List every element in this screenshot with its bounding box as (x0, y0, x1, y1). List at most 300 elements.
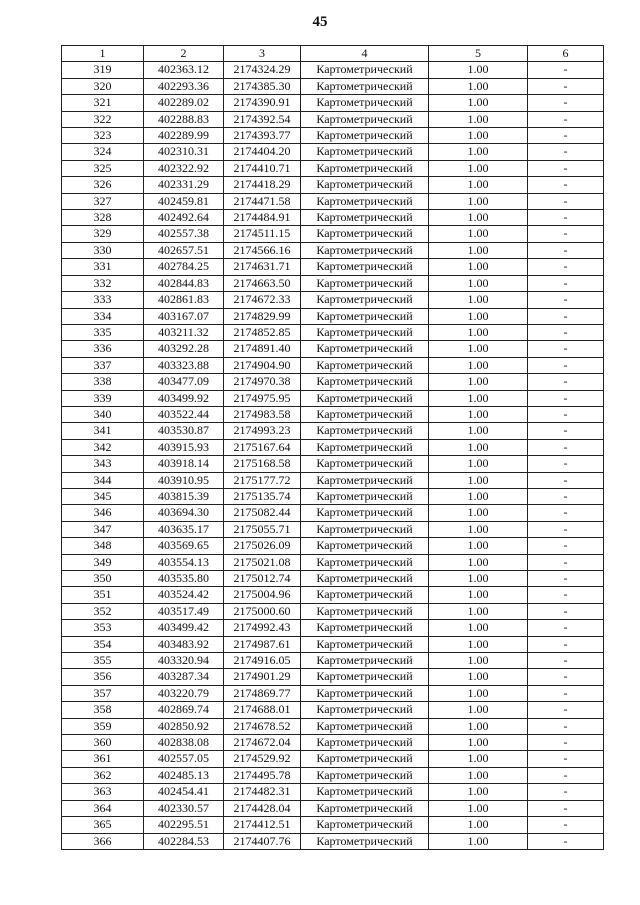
table-row (62, 472, 604, 488)
method-cell: Картометрический (301, 718, 429, 734)
point-number-cell: 358 (62, 702, 144, 718)
accuracy-cell: 1.00 (429, 390, 528, 406)
method-cell: Картометрический (301, 160, 429, 176)
method-cell: Картометрический (301, 620, 429, 636)
table-row (62, 817, 604, 833)
accuracy-cell: 1.00 (429, 817, 528, 833)
column-header: 2 (144, 46, 224, 62)
note-cell: - (528, 111, 604, 127)
x-coordinate-cell: 402288.83 (144, 111, 224, 127)
table-row (62, 78, 604, 94)
x-coordinate-cell: 402557.05 (144, 751, 224, 767)
accuracy-cell: 1.00 (429, 702, 528, 718)
point-number-cell: 359 (62, 718, 144, 734)
y-coordinate-cell: 2174901.29 (224, 669, 301, 685)
note-cell: - (528, 439, 604, 455)
x-coordinate-cell: 403815.39 (144, 488, 224, 504)
x-coordinate-cell: 403323.88 (144, 357, 224, 373)
point-number-cell: 345 (62, 488, 144, 504)
y-coordinate-cell: 2175012.74 (224, 571, 301, 587)
y-coordinate-cell: 2175135.74 (224, 488, 301, 504)
y-coordinate-cell: 2174385.30 (224, 78, 301, 94)
y-coordinate-cell: 2174904.90 (224, 357, 301, 373)
accuracy-cell: 1.00 (429, 784, 528, 800)
method-cell: Картометрический (301, 357, 429, 373)
x-coordinate-cell: 403477.09 (144, 374, 224, 390)
accuracy-cell: 1.00 (429, 456, 528, 472)
y-coordinate-cell: 2174392.54 (224, 111, 301, 127)
accuracy-cell: 1.00 (429, 95, 528, 111)
table-row (62, 292, 604, 308)
accuracy-cell: 1.00 (429, 505, 528, 521)
table-header-row (62, 46, 604, 62)
y-coordinate-cell: 2174412.51 (224, 817, 301, 833)
table-row (62, 833, 604, 849)
x-coordinate-cell: 403483.92 (144, 636, 224, 652)
note-cell: - (528, 685, 604, 701)
point-number-cell: 339 (62, 390, 144, 406)
y-coordinate-cell: 2174390.91 (224, 95, 301, 111)
point-number-cell: 327 (62, 193, 144, 209)
accuracy-cell: 1.00 (429, 128, 528, 144)
table-row (62, 406, 604, 422)
note-cell: - (528, 390, 604, 406)
column-header: 6 (528, 46, 604, 62)
note-cell: - (528, 324, 604, 340)
method-cell: Картометрический (301, 702, 429, 718)
accuracy-cell: 1.00 (429, 587, 528, 603)
x-coordinate-cell: 403524.42 (144, 587, 224, 603)
point-number-cell: 332 (62, 275, 144, 291)
method-cell: Картометрический (301, 587, 429, 603)
table-row (62, 603, 604, 619)
method-cell: Картометрический (301, 488, 429, 504)
note-cell: - (528, 538, 604, 554)
x-coordinate-cell: 403211.32 (144, 324, 224, 340)
note-cell: - (528, 620, 604, 636)
method-cell: Картометрический (301, 423, 429, 439)
y-coordinate-cell: 2174418.29 (224, 177, 301, 193)
table-row (62, 505, 604, 521)
x-coordinate-cell: 402850.92 (144, 718, 224, 734)
note-cell: - (528, 767, 604, 783)
y-coordinate-cell: 2174471.58 (224, 193, 301, 209)
coordinates-table (61, 45, 604, 850)
point-number-cell: 354 (62, 636, 144, 652)
note-cell: - (528, 308, 604, 324)
y-coordinate-cell: 2174678.52 (224, 718, 301, 734)
point-number-cell: 331 (62, 259, 144, 275)
method-cell: Картометрический (301, 128, 429, 144)
point-number-cell: 324 (62, 144, 144, 160)
accuracy-cell: 1.00 (429, 685, 528, 701)
y-coordinate-cell: 2174631.71 (224, 259, 301, 275)
accuracy-cell: 1.00 (429, 111, 528, 127)
accuracy-cell: 1.00 (429, 538, 528, 554)
table-row (62, 800, 604, 816)
note-cell: - (528, 226, 604, 242)
point-number-cell: 344 (62, 472, 144, 488)
y-coordinate-cell: 2174983.58 (224, 406, 301, 422)
x-coordinate-cell: 402869.74 (144, 702, 224, 718)
accuracy-cell: 1.00 (429, 718, 528, 734)
method-cell: Картометрический (301, 341, 429, 357)
accuracy-cell: 1.00 (429, 571, 528, 587)
table-row (62, 144, 604, 160)
y-coordinate-cell: 2174404.20 (224, 144, 301, 160)
table-row (62, 423, 604, 439)
table-row (62, 751, 604, 767)
point-number-cell: 366 (62, 833, 144, 849)
method-cell: Картометрический (301, 78, 429, 94)
table-row (62, 357, 604, 373)
table-row (62, 259, 604, 275)
y-coordinate-cell: 2174987.61 (224, 636, 301, 652)
y-coordinate-cell: 2174869.77 (224, 685, 301, 701)
note-cell: - (528, 95, 604, 111)
note-cell: - (528, 751, 604, 767)
table-row (62, 735, 604, 751)
note-cell: - (528, 833, 604, 849)
table-row (62, 111, 604, 127)
method-cell: Картометрический (301, 226, 429, 242)
x-coordinate-cell: 403522.44 (144, 406, 224, 422)
y-coordinate-cell: 2175026.09 (224, 538, 301, 554)
point-number-cell: 328 (62, 210, 144, 226)
y-coordinate-cell: 2174428.04 (224, 800, 301, 816)
table-row (62, 718, 604, 734)
y-coordinate-cell: 2174852.85 (224, 324, 301, 340)
method-cell: Картометрический (301, 210, 429, 226)
method-cell: Картометрический (301, 817, 429, 833)
table-row (62, 784, 604, 800)
x-coordinate-cell: 402293.36 (144, 78, 224, 94)
x-coordinate-cell: 402492.64 (144, 210, 224, 226)
point-number-cell: 321 (62, 95, 144, 111)
method-cell: Картометрический (301, 554, 429, 570)
table-row (62, 521, 604, 537)
accuracy-cell: 1.00 (429, 275, 528, 291)
point-number-cell: 330 (62, 242, 144, 258)
x-coordinate-cell: 403530.87 (144, 423, 224, 439)
note-cell: - (528, 784, 604, 800)
method-cell: Картометрический (301, 784, 429, 800)
method-cell: Картометрический (301, 603, 429, 619)
method-cell: Картометрический (301, 636, 429, 652)
method-cell: Картометрический (301, 472, 429, 488)
point-number-cell: 336 (62, 341, 144, 357)
point-number-cell: 323 (62, 128, 144, 144)
method-cell: Картометрический (301, 456, 429, 472)
point-number-cell: 325 (62, 160, 144, 176)
point-number-cell: 360 (62, 735, 144, 751)
note-cell: - (528, 193, 604, 209)
x-coordinate-cell: 402289.02 (144, 95, 224, 111)
y-coordinate-cell: 2175021.08 (224, 554, 301, 570)
table-row (62, 193, 604, 209)
accuracy-cell: 1.00 (429, 767, 528, 783)
y-coordinate-cell: 2175082.44 (224, 505, 301, 521)
table-row (62, 374, 604, 390)
accuracy-cell: 1.00 (429, 374, 528, 390)
note-cell: - (528, 554, 604, 570)
table-row (62, 636, 604, 652)
y-coordinate-cell: 2174511.15 (224, 226, 301, 242)
point-number-cell: 347 (62, 521, 144, 537)
y-coordinate-cell: 2174495.78 (224, 767, 301, 783)
x-coordinate-cell: 402330.57 (144, 800, 224, 816)
accuracy-cell: 1.00 (429, 800, 528, 816)
column-header: 4 (301, 46, 429, 62)
y-coordinate-cell: 2174566.16 (224, 242, 301, 258)
y-coordinate-cell: 2175055.71 (224, 521, 301, 537)
y-coordinate-cell: 2174891.40 (224, 341, 301, 357)
y-coordinate-cell: 2175167.64 (224, 439, 301, 455)
y-coordinate-cell: 2174407.76 (224, 833, 301, 849)
accuracy-cell: 1.00 (429, 357, 528, 373)
x-coordinate-cell: 403918.14 (144, 456, 224, 472)
point-number-cell: 364 (62, 800, 144, 816)
point-number-cell: 356 (62, 669, 144, 685)
y-coordinate-cell: 2174410.71 (224, 160, 301, 176)
x-coordinate-cell: 403499.92 (144, 390, 224, 406)
note-cell: - (528, 128, 604, 144)
method-cell: Картометрический (301, 735, 429, 751)
table-row (62, 456, 604, 472)
note-cell: - (528, 603, 604, 619)
note-cell: - (528, 374, 604, 390)
accuracy-cell: 1.00 (429, 423, 528, 439)
table-body (62, 62, 604, 850)
note-cell: - (528, 636, 604, 652)
point-number-cell: 365 (62, 817, 144, 833)
note-cell: - (528, 735, 604, 751)
point-number-cell: 320 (62, 78, 144, 94)
accuracy-cell: 1.00 (429, 242, 528, 258)
y-coordinate-cell: 2174688.01 (224, 702, 301, 718)
method-cell: Картометрический (301, 406, 429, 422)
table-row (62, 538, 604, 554)
table-row (62, 160, 604, 176)
accuracy-cell: 1.00 (429, 653, 528, 669)
method-cell: Картометрический (301, 324, 429, 340)
note-cell: - (528, 669, 604, 685)
point-number-cell: 355 (62, 653, 144, 669)
note-cell: - (528, 259, 604, 275)
column-header: 1 (62, 46, 144, 62)
accuracy-cell: 1.00 (429, 620, 528, 636)
method-cell: Картометрический (301, 177, 429, 193)
accuracy-cell: 1.00 (429, 341, 528, 357)
x-coordinate-cell: 402284.53 (144, 833, 224, 849)
table-row (62, 488, 604, 504)
accuracy-cell: 1.00 (429, 636, 528, 652)
note-cell: - (528, 653, 604, 669)
x-coordinate-cell: 402459.81 (144, 193, 224, 209)
note-cell: - (528, 144, 604, 160)
page-number: 45 (312, 14, 328, 30)
table-row (62, 95, 604, 111)
table-row (62, 324, 604, 340)
x-coordinate-cell: 402454.41 (144, 784, 224, 800)
x-coordinate-cell: 402861.83 (144, 292, 224, 308)
point-number-cell: 357 (62, 685, 144, 701)
table-row (62, 571, 604, 587)
point-number-cell: 322 (62, 111, 144, 127)
table-row (62, 390, 604, 406)
y-coordinate-cell: 2174529.92 (224, 751, 301, 767)
table-row (62, 341, 604, 357)
column-header: 5 (429, 46, 528, 62)
table-row (62, 554, 604, 570)
point-number-cell: 333 (62, 292, 144, 308)
point-number-cell: 350 (62, 571, 144, 587)
point-number-cell: 326 (62, 177, 144, 193)
table-row (62, 242, 604, 258)
note-cell: - (528, 341, 604, 357)
table-row (62, 439, 604, 455)
method-cell: Картометрический (301, 62, 429, 78)
method-cell: Картометрический (301, 767, 429, 783)
x-coordinate-cell: 402844.83 (144, 275, 224, 291)
accuracy-cell: 1.00 (429, 210, 528, 226)
method-cell: Картометрический (301, 439, 429, 455)
note-cell: - (528, 177, 604, 193)
accuracy-cell: 1.00 (429, 833, 528, 849)
accuracy-cell: 1.00 (429, 177, 528, 193)
point-number-cell: 340 (62, 406, 144, 422)
note-cell: - (528, 472, 604, 488)
x-coordinate-cell: 402322.92 (144, 160, 224, 176)
method-cell: Картометрический (301, 538, 429, 554)
table-row (62, 669, 604, 685)
accuracy-cell: 1.00 (429, 308, 528, 324)
note-cell: - (528, 505, 604, 521)
accuracy-cell: 1.00 (429, 292, 528, 308)
y-coordinate-cell: 2174916.05 (224, 653, 301, 669)
note-cell: - (528, 571, 604, 587)
accuracy-cell: 1.00 (429, 193, 528, 209)
accuracy-cell: 1.00 (429, 406, 528, 422)
x-coordinate-cell: 402838.08 (144, 735, 224, 751)
accuracy-cell: 1.00 (429, 472, 528, 488)
y-coordinate-cell: 2174672.33 (224, 292, 301, 308)
accuracy-cell: 1.00 (429, 521, 528, 537)
point-number-cell: 362 (62, 767, 144, 783)
accuracy-cell: 1.00 (429, 62, 528, 78)
method-cell: Картометрический (301, 275, 429, 291)
method-cell: Картометрический (301, 111, 429, 127)
point-number-cell: 363 (62, 784, 144, 800)
accuracy-cell: 1.00 (429, 259, 528, 275)
y-coordinate-cell: 2175168.58 (224, 456, 301, 472)
method-cell: Картометрический (301, 144, 429, 160)
accuracy-cell: 1.00 (429, 603, 528, 619)
point-number-cell: 341 (62, 423, 144, 439)
table-row (62, 767, 604, 783)
accuracy-cell: 1.00 (429, 439, 528, 455)
point-number-cell: 351 (62, 587, 144, 603)
point-number-cell: 338 (62, 374, 144, 390)
accuracy-cell: 1.00 (429, 488, 528, 504)
table-row (62, 62, 604, 78)
y-coordinate-cell: 2175177.72 (224, 472, 301, 488)
note-cell: - (528, 817, 604, 833)
table-row (62, 587, 604, 603)
y-coordinate-cell: 2174829.99 (224, 308, 301, 324)
note-cell: - (528, 210, 604, 226)
accuracy-cell: 1.00 (429, 144, 528, 160)
point-number-cell: 334 (62, 308, 144, 324)
x-coordinate-cell: 402557.38 (144, 226, 224, 242)
y-coordinate-cell: 2174324.29 (224, 62, 301, 78)
note-cell: - (528, 718, 604, 734)
accuracy-cell: 1.00 (429, 735, 528, 751)
note-cell: - (528, 800, 604, 816)
y-coordinate-cell: 2175004.96 (224, 587, 301, 603)
accuracy-cell: 1.00 (429, 554, 528, 570)
table-row (62, 177, 604, 193)
method-cell: Картометрический (301, 800, 429, 816)
table-row (62, 653, 604, 669)
method-cell: Картометрический (301, 521, 429, 537)
method-cell: Картометрический (301, 833, 429, 849)
method-cell: Картометрический (301, 308, 429, 324)
point-number-cell: 329 (62, 226, 144, 242)
x-coordinate-cell: 403554.13 (144, 554, 224, 570)
y-coordinate-cell: 2175000.60 (224, 603, 301, 619)
x-coordinate-cell: 403320.94 (144, 653, 224, 669)
method-cell: Картометрический (301, 95, 429, 111)
table-row (62, 308, 604, 324)
note-cell: - (528, 242, 604, 258)
note-cell: - (528, 702, 604, 718)
method-cell: Картометрический (301, 193, 429, 209)
x-coordinate-cell: 402485.13 (144, 767, 224, 783)
point-number-cell: 335 (62, 324, 144, 340)
point-number-cell: 353 (62, 620, 144, 636)
method-cell: Картометрический (301, 242, 429, 258)
x-coordinate-cell: 403635.17 (144, 521, 224, 537)
method-cell: Картометрический (301, 685, 429, 701)
x-coordinate-cell: 402363.12 (144, 62, 224, 78)
note-cell: - (528, 62, 604, 78)
x-coordinate-cell: 403167.07 (144, 308, 224, 324)
y-coordinate-cell: 2174970.38 (224, 374, 301, 390)
table-row (62, 275, 604, 291)
x-coordinate-cell: 403287.34 (144, 669, 224, 685)
column-header: 3 (224, 46, 301, 62)
note-cell: - (528, 292, 604, 308)
point-number-cell: 342 (62, 439, 144, 455)
method-cell: Картометрический (301, 669, 429, 685)
accuracy-cell: 1.00 (429, 324, 528, 340)
note-cell: - (528, 587, 604, 603)
note-cell: - (528, 275, 604, 291)
method-cell: Картометрический (301, 505, 429, 521)
table-row (62, 620, 604, 636)
method-cell: Картометрический (301, 390, 429, 406)
y-coordinate-cell: 2174484.91 (224, 210, 301, 226)
table-row (62, 226, 604, 242)
x-coordinate-cell: 403910.95 (144, 472, 224, 488)
method-cell: Картометрический (301, 571, 429, 587)
accuracy-cell: 1.00 (429, 669, 528, 685)
method-cell: Картометрический (301, 653, 429, 669)
table-row (62, 210, 604, 226)
table-row (62, 128, 604, 144)
point-number-cell: 319 (62, 62, 144, 78)
